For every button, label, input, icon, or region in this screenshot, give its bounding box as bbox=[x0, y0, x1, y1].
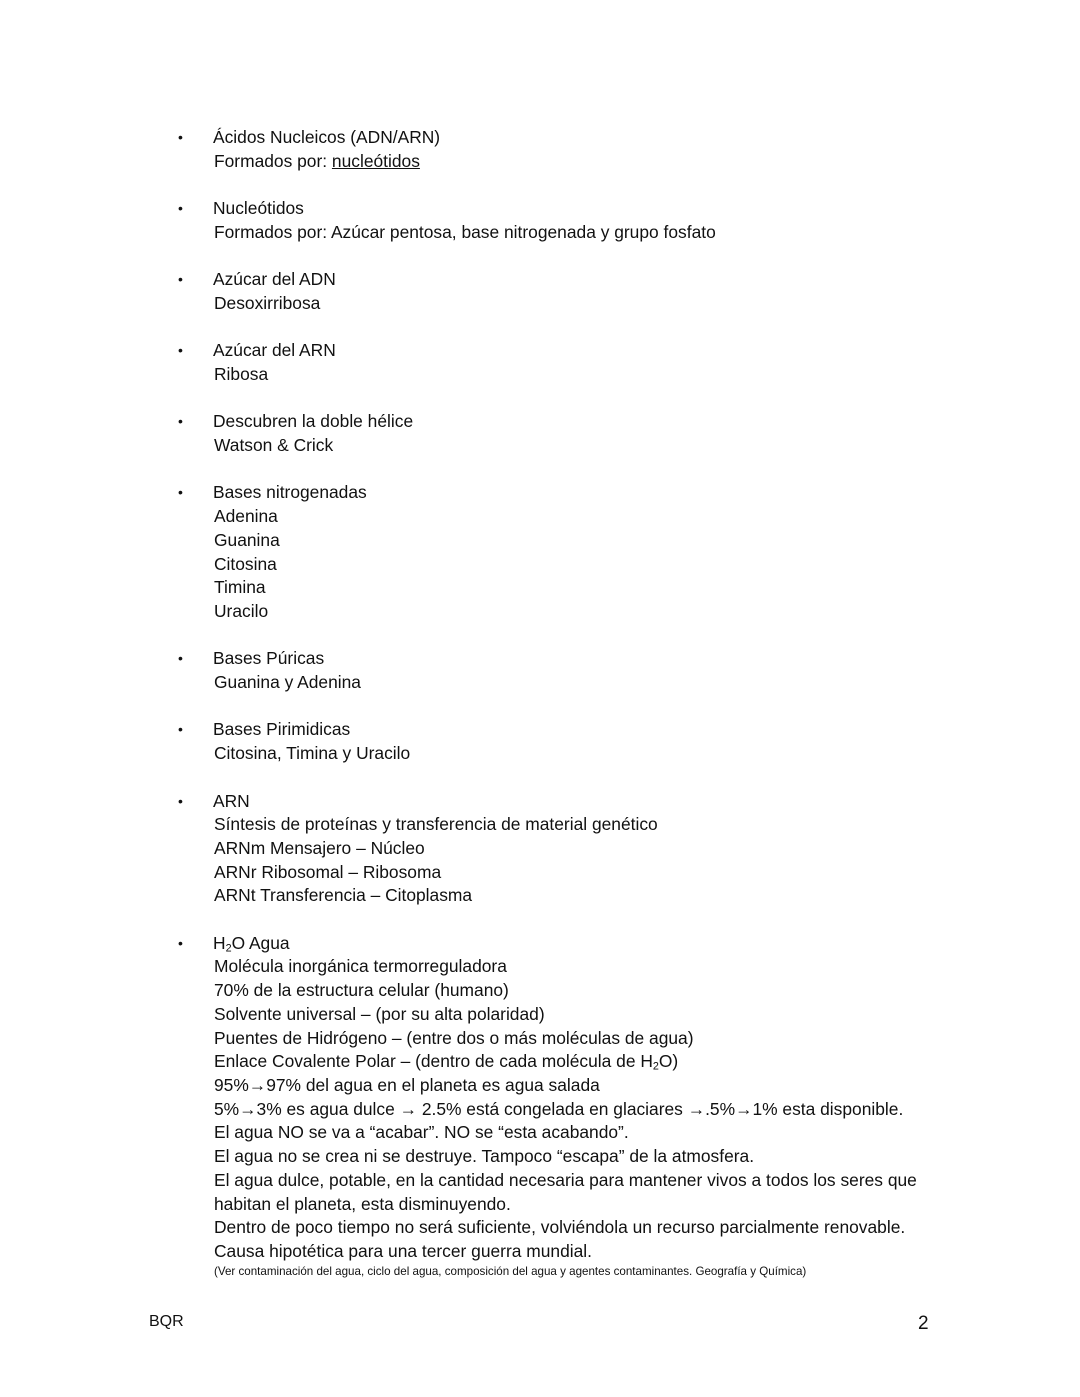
item-line: ARNr Ribosomal – Ribosoma bbox=[214, 861, 442, 882]
list-item bbox=[178, 932, 958, 1280]
item-line: 95%→97% del agua en el planeta es agua salada bbox=[214, 1074, 600, 1095]
bullet-icon: • bbox=[178, 271, 183, 288]
list-item bbox=[178, 197, 958, 244]
item-line: Solvente universal – (por su alta polaridad) bbox=[214, 1003, 545, 1024]
bullet-icon: • bbox=[178, 129, 183, 145]
list-item bbox=[178, 647, 958, 694]
item-line: Citosina bbox=[214, 553, 277, 574]
item-line: Desoxirribosa bbox=[214, 292, 321, 313]
item-title: Ácidos Nucleicos (ADN/ARN) bbox=[213, 127, 441, 147]
bullet-list bbox=[178, 126, 958, 1303]
item-line: 5%→3% es agua dulce → 2.5% está congelada en glaciares →.5%→1% esta disponible. bbox=[214, 1098, 904, 1119]
nucleotidos-link: nucleótidos bbox=[331, 150, 420, 171]
item-line: Molécula inorgánica termorreguladora bbox=[214, 956, 507, 977]
item-title: Descubren la doble hélice bbox=[213, 411, 414, 432]
bullet-icon: • bbox=[178, 792, 183, 809]
item-line: Adenina bbox=[214, 506, 278, 527]
item-line: Uracilo bbox=[214, 600, 269, 621]
list-item bbox=[178, 268, 958, 315]
item-line: El agua no se crea ni se destruye. Tampoco “escapa” de la atmosfera. bbox=[214, 1146, 755, 1167]
item-title: Azúcar del ADN bbox=[213, 269, 336, 290]
list-item bbox=[178, 126, 958, 173]
item-line: Citosina, Timina y Uracilo bbox=[214, 743, 411, 764]
item-line: Puentes de Hidrógeno – (entre dos o más moléculas de agua) bbox=[214, 1027, 694, 1048]
bullet-icon: • bbox=[178, 484, 183, 501]
list-item bbox=[178, 718, 958, 765]
bullet-icon: • bbox=[178, 342, 183, 359]
item-title: Azúcar del ARN bbox=[213, 340, 336, 361]
item-line: 70% de la estructura celular (humano) bbox=[214, 980, 509, 1001]
item-title: Bases Pirimidicas bbox=[213, 719, 351, 740]
footer-initials: BQR bbox=[149, 1313, 184, 1330]
item-line: ARNm Mensajero – Núcleo bbox=[214, 837, 425, 858]
item-line: Guanina bbox=[214, 529, 280, 550]
item-line: Dentro de poco tiempo no será suficiente, volviéndola un recurso parcialmente renovable. bbox=[214, 1217, 906, 1238]
list-item bbox=[178, 790, 958, 909]
item-title: Bases Púricas bbox=[213, 648, 325, 669]
page-number: 2 bbox=[918, 1313, 929, 1334]
item-title: Bases nitrogenadas bbox=[213, 482, 367, 503]
bullet-icon: • bbox=[178, 200, 183, 217]
item-line: habitan el planeta, esta disminuyendo. bbox=[214, 1193, 511, 1214]
bullet-icon: • bbox=[178, 413, 183, 430]
list-item bbox=[178, 410, 958, 457]
list-item bbox=[178, 481, 958, 623]
item-line: Enlace Covalente Polar – (dentro de cada molécula de $H_2O$) bbox=[214, 1051, 679, 1073]
bullet-icon: • bbox=[178, 934, 183, 951]
item-title: $H_2O$ Agua bbox=[213, 932, 290, 955]
item-line: Formados por: nucleótidos bbox=[214, 150, 420, 171]
bullet-icon: • bbox=[178, 650, 183, 667]
item-line: El agua NO se va a “acabar”. NO se “esta acabando”. bbox=[214, 1122, 629, 1143]
item-line: El agua dulce, potable, en la cantidad necesaria para mantener vivos a todos los seres que bbox=[214, 1169, 917, 1190]
item-line: Timina bbox=[214, 577, 266, 598]
list-item bbox=[178, 339, 958, 386]
item-line: Síntesis de proteínas y transferencia de material genético bbox=[214, 814, 658, 835]
item-line: ARNt Transferencia – Citoplasma bbox=[214, 885, 473, 906]
item-line: Watson & Crick bbox=[214, 435, 334, 456]
item-line: Causa hipotética para una tercer guerra mundial. bbox=[214, 1240, 592, 1261]
item-title: ARN bbox=[213, 790, 250, 811]
item-line: Formados por: Azúcar pentosa, base nitrogenada y grupo fosfato bbox=[214, 221, 716, 242]
item-title: Nucleótidos bbox=[213, 198, 304, 219]
bullet-icon: • bbox=[178, 721, 183, 738]
footnote: (Ver contaminación del agua, ciclo del agua, composición del agua y agentes contaminantes. Geografía y Química) bbox=[214, 1264, 807, 1278]
item-line: Ribosa bbox=[214, 363, 269, 384]
item-line: Guanina y Adenina bbox=[214, 672, 361, 693]
